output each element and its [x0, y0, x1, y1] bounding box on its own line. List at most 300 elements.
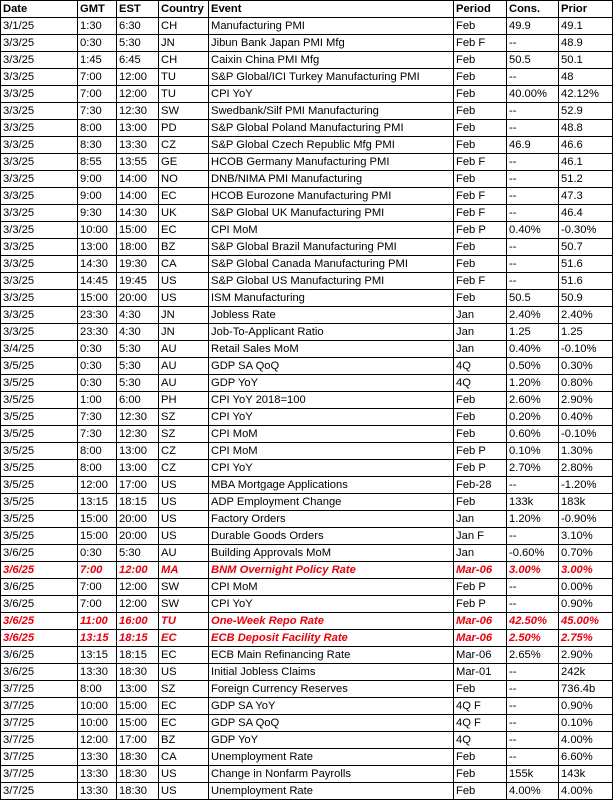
cell-period: Mar-06: [454, 630, 507, 647]
table-row: [1, 324, 613, 341]
cell-period: Feb: [454, 766, 507, 783]
cell-gmt: 13:15: [78, 630, 117, 647]
cell-event: GDP SA QoQ: [209, 715, 454, 732]
cell-date: 3/5/25: [1, 494, 78, 511]
cell-event: Foreign Currency Reserves: [209, 681, 454, 698]
cell-gmt: 8:00: [78, 120, 117, 137]
cell-period: Feb: [454, 239, 507, 256]
cell-period: Mar-01: [454, 664, 507, 681]
cell-period: Feb-28: [454, 477, 507, 494]
cell-est: 13:00: [117, 681, 159, 698]
cell-event: ADP Employment Change: [209, 494, 454, 511]
cell-date: 3/5/25: [1, 358, 78, 375]
cell-period: Feb: [454, 494, 507, 511]
cell-country: EC: [159, 222, 209, 239]
cell-period: Jan: [454, 511, 507, 528]
cell-period: Feb F: [454, 188, 507, 205]
table-row: [1, 222, 613, 239]
cell-consensus: --: [507, 596, 559, 613]
table-row: [1, 171, 613, 188]
cell-period: Feb: [454, 290, 507, 307]
cell-gmt: 7:00: [78, 596, 117, 613]
cell-est: 4:30: [117, 324, 159, 341]
cell-consensus: 1.20%: [507, 375, 559, 392]
cell-prior: 4.00%: [559, 783, 613, 800]
cell-event: GDP SA YoY: [209, 698, 454, 715]
cell-prior: -0.10%: [559, 341, 613, 358]
cell-prior: 48: [559, 69, 613, 86]
cell-gmt: 0:30: [78, 35, 117, 52]
cell-period: Feb: [454, 426, 507, 443]
table-row: [1, 86, 613, 103]
cell-est: 17:00: [117, 477, 159, 494]
cell-consensus: --: [507, 749, 559, 766]
table-row: [1, 18, 613, 35]
cell-period: Jan: [454, 324, 507, 341]
cell-country: SW: [159, 596, 209, 613]
cell-period: Feb: [454, 103, 507, 120]
cell-country: CA: [159, 256, 209, 273]
cell-period: Mar-06: [454, 613, 507, 630]
cell-date: 3/6/25: [1, 664, 78, 681]
cell-prior: 4.00%: [559, 732, 613, 749]
cell-est: 12:00: [117, 69, 159, 86]
cell-consensus: 155k: [507, 766, 559, 783]
cell-date: 3/6/25: [1, 579, 78, 596]
cell-prior: 736.4b: [559, 681, 613, 698]
cell-country: JN: [159, 324, 209, 341]
cell-est: 12:00: [117, 562, 159, 579]
cell-event: Swedbank/Silf PMI Manufacturing: [209, 103, 454, 120]
cell-est: 12:00: [117, 86, 159, 103]
cell-event: HCOB Eurozone Manufacturing PMI: [209, 188, 454, 205]
cell-period: Feb P: [454, 579, 507, 596]
table-row: [1, 52, 613, 69]
cell-est: 5:30: [117, 545, 159, 562]
header-est: EST: [117, 1, 159, 18]
cell-period: 4Q: [454, 375, 507, 392]
table-row: [1, 698, 613, 715]
table-row: [1, 307, 613, 324]
cell-prior: 143k: [559, 766, 613, 783]
cell-period: Feb: [454, 749, 507, 766]
cell-est: 15:00: [117, 715, 159, 732]
cell-event: ISM Manufacturing: [209, 290, 454, 307]
cell-event: CPI YoY: [209, 409, 454, 426]
cell-consensus: --: [507, 715, 559, 732]
cell-date: 3/1/25: [1, 18, 78, 35]
cell-est: 20:00: [117, 290, 159, 307]
cell-est: 5:30: [117, 341, 159, 358]
cell-consensus: --: [507, 239, 559, 256]
cell-gmt: 10:00: [78, 715, 117, 732]
cell-gmt: 12:00: [78, 732, 117, 749]
cell-gmt: 8:00: [78, 443, 117, 460]
cell-prior: 45.00%: [559, 613, 613, 630]
cell-consensus: -0.60%: [507, 545, 559, 562]
cell-period: Feb F: [454, 273, 507, 290]
cell-period: Feb P: [454, 460, 507, 477]
table-row: [1, 273, 613, 290]
cell-est: 14:00: [117, 171, 159, 188]
table-row: [1, 511, 613, 528]
cell-date: 3/3/25: [1, 35, 78, 52]
cell-gmt: 1:00: [78, 392, 117, 409]
table-row: [1, 358, 613, 375]
cell-event: BNM Overnight Policy Rate: [209, 562, 454, 579]
cell-date: 3/5/25: [1, 375, 78, 392]
table-row: [1, 120, 613, 137]
cell-period: Feb P: [454, 443, 507, 460]
cell-period: 4Q: [454, 358, 507, 375]
cell-date: 3/3/25: [1, 103, 78, 120]
cell-prior: 47.3: [559, 188, 613, 205]
cell-prior: 0.90%: [559, 596, 613, 613]
cell-period: Jan: [454, 545, 507, 562]
cell-prior: -1.20%: [559, 477, 613, 494]
cell-prior: 2.80%: [559, 460, 613, 477]
cell-est: 6:30: [117, 18, 159, 35]
cell-country: US: [159, 477, 209, 494]
cell-date: 3/3/25: [1, 222, 78, 239]
cell-prior: 48.9: [559, 35, 613, 52]
cell-country: AU: [159, 545, 209, 562]
cell-gmt: 14:30: [78, 256, 117, 273]
cell-period: Feb: [454, 18, 507, 35]
cell-period: Feb: [454, 137, 507, 154]
cell-est: 18:00: [117, 239, 159, 256]
cell-est: 13:00: [117, 120, 159, 137]
cell-date: 3/3/25: [1, 137, 78, 154]
cell-consensus: --: [507, 103, 559, 120]
cell-consensus: 1.25: [507, 324, 559, 341]
cell-prior: 46.6: [559, 137, 613, 154]
table-row: [1, 154, 613, 171]
cell-country: CH: [159, 52, 209, 69]
cell-est: 12:30: [117, 103, 159, 120]
cell-country: TU: [159, 69, 209, 86]
cell-event: Initial Jobless Claims: [209, 664, 454, 681]
cell-country: SZ: [159, 409, 209, 426]
cell-consensus: 0.40%: [507, 341, 559, 358]
cell-est: 4:30: [117, 307, 159, 324]
cell-prior: 242k: [559, 664, 613, 681]
cell-country: US: [159, 783, 209, 800]
cell-est: 18:15: [117, 494, 159, 511]
cell-event: Durable Goods Orders: [209, 528, 454, 545]
cell-est: 20:00: [117, 528, 159, 545]
cell-prior: 1.30%: [559, 443, 613, 460]
header-row: [1, 1, 613, 18]
cell-consensus: 2.50%: [507, 630, 559, 647]
cell-date: 3/7/25: [1, 783, 78, 800]
cell-consensus: 49.9: [507, 18, 559, 35]
cell-prior: 51.6: [559, 256, 613, 273]
cell-country: CH: [159, 18, 209, 35]
cell-date: 3/5/25: [1, 477, 78, 494]
cell-est: 19:30: [117, 256, 159, 273]
cell-date: 3/5/25: [1, 460, 78, 477]
header-consensus: Cons.: [507, 1, 559, 18]
cell-est: 5:30: [117, 35, 159, 52]
cell-gmt: 9:00: [78, 188, 117, 205]
cell-event: CPI MoM: [209, 426, 454, 443]
table-row: [1, 596, 613, 613]
cell-event: DNB/NIMA PMI Manufacturing: [209, 171, 454, 188]
cell-gmt: 23:30: [78, 307, 117, 324]
table-row: [1, 749, 613, 766]
cell-event: ECB Main Refinancing Rate: [209, 647, 454, 664]
cell-date: 3/5/25: [1, 511, 78, 528]
cell-consensus: 42.50%: [507, 613, 559, 630]
cell-date: 3/7/25: [1, 749, 78, 766]
cell-event: CPI YoY: [209, 596, 454, 613]
table-row: [1, 664, 613, 681]
cell-date: 3/3/25: [1, 69, 78, 86]
cell-prior: 42.12%: [559, 86, 613, 103]
cell-event: Factory Orders: [209, 511, 454, 528]
cell-country: US: [159, 511, 209, 528]
cell-date: 3/7/25: [1, 732, 78, 749]
cell-country: EC: [159, 647, 209, 664]
cell-est: 12:00: [117, 596, 159, 613]
cell-est: 18:30: [117, 766, 159, 783]
cell-country: GE: [159, 154, 209, 171]
cell-consensus: 0.40%: [507, 222, 559, 239]
cell-gmt: 0:30: [78, 375, 117, 392]
cell-date: 3/5/25: [1, 443, 78, 460]
table-row: [1, 426, 613, 443]
cell-period: Feb: [454, 409, 507, 426]
cell-consensus: 50.5: [507, 290, 559, 307]
cell-date: 3/6/25: [1, 562, 78, 579]
table-row: [1, 205, 613, 222]
cell-gmt: 7:30: [78, 103, 117, 120]
cell-date: 3/3/25: [1, 154, 78, 171]
cell-gmt: 13:15: [78, 647, 117, 664]
cell-gmt: 13:30: [78, 749, 117, 766]
cell-prior: -0.30%: [559, 222, 613, 239]
cell-consensus: 2.40%: [507, 307, 559, 324]
cell-gmt: 1:30: [78, 18, 117, 35]
cell-consensus: --: [507, 69, 559, 86]
cell-est: 18:15: [117, 630, 159, 647]
cell-event: S&P Global Poland Manufacturing PMI: [209, 120, 454, 137]
cell-gmt: 9:00: [78, 171, 117, 188]
cell-date: 3/6/25: [1, 647, 78, 664]
cell-prior: 50.7: [559, 239, 613, 256]
cell-event: Manufacturing PMI: [209, 18, 454, 35]
cell-event: Jobless Rate: [209, 307, 454, 324]
cell-prior: 1.25: [559, 324, 613, 341]
cell-country: TU: [159, 86, 209, 103]
cell-country: SW: [159, 579, 209, 596]
cell-gmt: 7:30: [78, 409, 117, 426]
header-date: Date: [1, 1, 78, 18]
table-row: [1, 579, 613, 596]
cell-est: 15:00: [117, 698, 159, 715]
table-row: [1, 681, 613, 698]
cell-est: 6:45: [117, 52, 159, 69]
cell-gmt: 0:30: [78, 358, 117, 375]
table-row: [1, 341, 613, 358]
cell-prior: 0.70%: [559, 545, 613, 562]
cell-period: Feb F: [454, 205, 507, 222]
cell-event: CPI MoM: [209, 222, 454, 239]
cell-date: 3/3/25: [1, 120, 78, 137]
cell-date: 3/3/25: [1, 205, 78, 222]
cell-event: Jibun Bank Japan PMI Mfg: [209, 35, 454, 52]
cell-prior: -0.90%: [559, 511, 613, 528]
table-row: [1, 188, 613, 205]
cell-gmt: 13:00: [78, 239, 117, 256]
cell-consensus: --: [507, 205, 559, 222]
cell-consensus: --: [507, 528, 559, 545]
cell-event: CPI MoM: [209, 579, 454, 596]
cell-period: 4Q F: [454, 715, 507, 732]
cell-est: 15:00: [117, 222, 159, 239]
cell-est: 5:30: [117, 375, 159, 392]
cell-event: Job-To-Applicant Ratio: [209, 324, 454, 341]
cell-event: S&P Global Brazil Manufacturing PMI: [209, 239, 454, 256]
table-row: [1, 783, 613, 800]
cell-country: CA: [159, 749, 209, 766]
cell-gmt: 13:30: [78, 783, 117, 800]
cell-event: GDP YoY: [209, 375, 454, 392]
cell-gmt: 0:30: [78, 545, 117, 562]
cell-gmt: 8:00: [78, 460, 117, 477]
cell-consensus: 40.00%: [507, 86, 559, 103]
cell-consensus: 2.70%: [507, 460, 559, 477]
cell-prior: 51.2: [559, 171, 613, 188]
cell-gmt: 11:00: [78, 613, 117, 630]
cell-country: EC: [159, 715, 209, 732]
cell-gmt: 0:30: [78, 341, 117, 358]
cell-prior: 3.10%: [559, 528, 613, 545]
cell-period: Feb: [454, 171, 507, 188]
cell-consensus: 0.20%: [507, 409, 559, 426]
table-row: [1, 766, 613, 783]
cell-event: CPI YoY: [209, 460, 454, 477]
cell-gmt: 13:30: [78, 766, 117, 783]
cell-prior: 0.90%: [559, 698, 613, 715]
cell-consensus: --: [507, 681, 559, 698]
cell-period: Feb: [454, 681, 507, 698]
cell-gmt: 14:45: [78, 273, 117, 290]
cell-date: 3/5/25: [1, 409, 78, 426]
cell-est: 12:00: [117, 579, 159, 596]
cell-date: 3/3/25: [1, 52, 78, 69]
cell-period: Feb P: [454, 222, 507, 239]
cell-gmt: 13:30: [78, 664, 117, 681]
cell-date: 3/3/25: [1, 290, 78, 307]
cell-prior: 2.90%: [559, 647, 613, 664]
cell-gmt: 15:00: [78, 528, 117, 545]
cell-est: 18:30: [117, 783, 159, 800]
cell-gmt: 7:00: [78, 69, 117, 86]
cell-est: 13:55: [117, 154, 159, 171]
cell-prior: 0.10%: [559, 715, 613, 732]
cell-period: Jan: [454, 341, 507, 358]
cell-country: JN: [159, 35, 209, 52]
cell-period: Jan F: [454, 528, 507, 545]
cell-event: S&P Global UK Manufacturing PMI: [209, 205, 454, 222]
cell-event: GDP YoY: [209, 732, 454, 749]
cell-event: CPI YoY 2018=100: [209, 392, 454, 409]
cell-prior: 0.00%: [559, 579, 613, 596]
cell-est: 16:00: [117, 613, 159, 630]
cell-country: CZ: [159, 460, 209, 477]
cell-gmt: 7:00: [78, 579, 117, 596]
cell-event: Unemployment Rate: [209, 749, 454, 766]
table-row: [1, 103, 613, 120]
table-row: [1, 562, 613, 579]
cell-gmt: 9:30: [78, 205, 117, 222]
cell-country: CZ: [159, 443, 209, 460]
table-row: [1, 528, 613, 545]
cell-consensus: --: [507, 171, 559, 188]
cell-date: 3/3/25: [1, 171, 78, 188]
cell-gmt: 13:15: [78, 494, 117, 511]
cell-est: 18:30: [117, 664, 159, 681]
cell-date: 3/6/25: [1, 613, 78, 630]
cell-consensus: --: [507, 154, 559, 171]
cell-consensus: --: [507, 35, 559, 52]
cell-prior: 2.90%: [559, 392, 613, 409]
header-gmt: GMT: [78, 1, 117, 18]
cell-country: US: [159, 528, 209, 545]
cell-period: Feb F: [454, 154, 507, 171]
cell-country: US: [159, 766, 209, 783]
cell-country: US: [159, 290, 209, 307]
cell-event: Retail Sales MoM: [209, 341, 454, 358]
cell-gmt: 12:00: [78, 477, 117, 494]
cell-period: Feb: [454, 392, 507, 409]
cell-date: 3/6/25: [1, 545, 78, 562]
cell-gmt: 10:00: [78, 222, 117, 239]
cell-event: GDP SA QoQ: [209, 358, 454, 375]
table-row: [1, 409, 613, 426]
cell-consensus: 0.50%: [507, 358, 559, 375]
table-row: [1, 290, 613, 307]
cell-date: 3/6/25: [1, 596, 78, 613]
cell-est: 13:30: [117, 137, 159, 154]
cell-date: 3/3/25: [1, 256, 78, 273]
cell-date: 3/3/25: [1, 307, 78, 324]
cell-est: 18:30: [117, 749, 159, 766]
cell-period: Feb: [454, 86, 507, 103]
cell-period: Mar-06: [454, 562, 507, 579]
cell-gmt: 10:00: [78, 698, 117, 715]
cell-country: CZ: [159, 137, 209, 154]
cell-consensus: --: [507, 120, 559, 137]
cell-gmt: 7:00: [78, 86, 117, 103]
cell-date: 3/3/25: [1, 324, 78, 341]
cell-est: 5:30: [117, 358, 159, 375]
table-row: [1, 613, 613, 630]
cell-date: 3/3/25: [1, 86, 78, 103]
cell-consensus: 2.60%: [507, 392, 559, 409]
cell-date: 3/3/25: [1, 239, 78, 256]
cell-event: One-Week Repo Rate: [209, 613, 454, 630]
cell-consensus: 50.5: [507, 52, 559, 69]
cell-est: 17:00: [117, 732, 159, 749]
cell-period: Mar-06: [454, 647, 507, 664]
cell-est: 14:30: [117, 205, 159, 222]
cell-country: AU: [159, 341, 209, 358]
table-row: [1, 545, 613, 562]
cell-est: 20:00: [117, 511, 159, 528]
